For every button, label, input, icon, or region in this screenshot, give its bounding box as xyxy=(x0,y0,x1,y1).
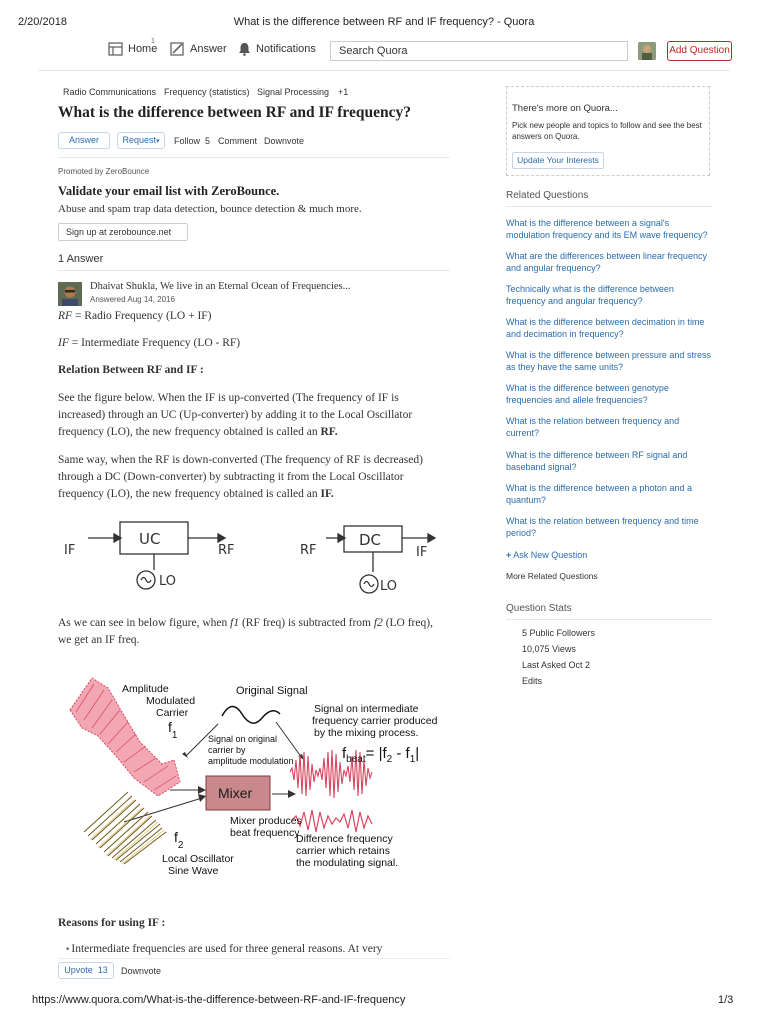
related-heading: Related Questions xyxy=(506,190,589,201)
lo-line2: Sine Wave xyxy=(168,865,219,877)
answer-date: Answered Aug 14, 2016 xyxy=(90,295,175,304)
plus-icon: + xyxy=(506,550,512,560)
mixer-label: Mixer xyxy=(218,785,253,801)
if-term: IF xyxy=(58,337,69,349)
related-question-6[interactable]: What is the difference between genotype frequencies and allele frequencies? xyxy=(506,383,669,405)
para3-c: (LO freq), we get an IF freq. xyxy=(58,617,433,646)
diff-line1: Difference frequency xyxy=(296,833,393,845)
reasons-heading: Reasons for using IF : xyxy=(58,917,166,929)
comment-button[interactable]: Comment xyxy=(218,136,258,146)
home-badge: 1 xyxy=(151,38,155,45)
fbeat-subscript: beat xyxy=(346,754,366,765)
am-carrier-line3: Carrier xyxy=(156,707,189,719)
nav-notifications-label: Notifications xyxy=(256,43,316,55)
question-divider xyxy=(58,157,450,158)
if-carrier-line2: frequency carrier produced xyxy=(312,715,438,727)
para1-text: See the figure below. When the IF is up-converted (The frequency of IF is increased) through an UC (Up-converter) by adding it to the Local Oscillator frequency (LO), the new frequency obtained is called an xyxy=(58,392,413,438)
uc-lo-label: LO xyxy=(159,574,177,589)
search-input[interactable]: Search Quora xyxy=(330,41,628,61)
reasons-bullet-1: • Intermediate frequencies are used for three general reasons. At very xyxy=(66,943,383,955)
rf-term: RF xyxy=(58,310,73,322)
am-carrier-line2: Modulated xyxy=(146,695,196,707)
upvote-count: 13 xyxy=(97,965,108,975)
nav-answer-label: Answer xyxy=(190,43,227,55)
am-carrier-line1: Amplitude xyxy=(122,683,169,695)
f2-label xyxy=(174,829,184,851)
para3-b: (RF freq) is subtracted from xyxy=(239,617,374,629)
uc-if-in-label: IF xyxy=(64,543,76,558)
nav-home[interactable] xyxy=(108,38,158,56)
promo-title[interactable]: Validate your email list with ZeroBounce. xyxy=(58,184,280,198)
dc-lo-label: LO xyxy=(380,579,398,594)
uc-dc-diagram xyxy=(58,512,448,604)
answers-count: 1 Answer xyxy=(58,253,104,265)
f1-subscript: 1 xyxy=(171,730,178,741)
para3-f2: f2 xyxy=(373,617,383,629)
para1-bold: RF. xyxy=(320,426,338,438)
request-label: Request xyxy=(122,135,156,145)
request-button[interactable] xyxy=(117,132,165,149)
if-carrier-line1: Signal on intermediate xyxy=(314,703,419,715)
formula-minus: - f xyxy=(392,745,410,762)
related-divider xyxy=(506,206,712,207)
relation-heading: Relation Between RF and IF : xyxy=(58,364,204,376)
topic-more[interactable]: +1 xyxy=(338,87,349,97)
print-date: 2/20/2018 xyxy=(18,16,67,28)
answer-button[interactable]: Answer xyxy=(58,132,110,149)
mixer-produces-line2: beat frequency xyxy=(230,827,300,839)
related-question-5[interactable]: What is the difference between pressure and stress as they have the same units? xyxy=(506,350,711,372)
follow-label: Follow xyxy=(174,136,201,146)
formula-sub2: 2 xyxy=(386,754,393,765)
ask-new-question-link[interactable] xyxy=(506,550,587,562)
f2-symbol: f xyxy=(174,829,178,845)
answer-footer xyxy=(58,958,450,985)
original-signal-wave xyxy=(222,706,280,723)
topic-radio-communications[interactable]: Radio Communications xyxy=(63,87,157,97)
if-def: = Intermediate Frequency (LO - RF) xyxy=(68,337,241,349)
para3-a: As we can see in below figure, when xyxy=(58,617,231,629)
rf-def: = Radio Frequency (LO + IF) xyxy=(72,310,212,322)
related-question-4[interactable]: What is the difference between decimation in time and decimation in frequency? xyxy=(506,317,705,339)
uc-rf-out-label: RF xyxy=(218,543,235,558)
stat-followers[interactable]: 5 Public Followers xyxy=(522,628,596,638)
para2-text: Same way, when the RF is down-converted (The frequency of RF is decreased) through a DC (Down-converter) by subtracting it from the Local Oscillator frequency (LO), the new frequency obtained is called an xyxy=(58,454,423,500)
promo-label: Promoted by ZeroBounce xyxy=(58,167,150,176)
answer-para1 xyxy=(58,390,446,441)
bell-icon xyxy=(238,42,251,56)
if-definition xyxy=(58,335,240,352)
print-url: https://www.quora.com/What-is-the-difference-between-RF-and-IF-frequency xyxy=(32,994,406,1006)
related-question-3[interactable]: Technically what is the difference between frequency and angular frequency? xyxy=(506,284,674,306)
upvote-label: Upvote xyxy=(64,965,93,975)
diff-line3: the modulating signal. xyxy=(296,857,399,869)
follow-count: 5 xyxy=(205,136,211,146)
signal-on-carrier-line3: amplitude modulation xyxy=(208,756,294,766)
stat-last-asked: Last Asked Oct 2 xyxy=(522,660,591,670)
related-question-7[interactable]: What is the relation between frequency and current? xyxy=(506,416,680,438)
avatar[interactable] xyxy=(638,42,656,60)
follow-button[interactable] xyxy=(174,136,210,146)
print-title: What is the difference between RF and IF frequency? - Quora xyxy=(233,16,535,28)
lo-line1: Local Oscillator xyxy=(162,853,234,865)
question-downvote-button[interactable]: Downvote xyxy=(264,136,305,146)
mixer-diagram xyxy=(62,672,452,886)
author-name[interactable]: Dhaivat Shukla, We live in an Eternal Ocean of Frequencies... xyxy=(90,281,351,292)
f1-label xyxy=(168,719,178,741)
related-question-10[interactable]: What is the relation between frequency and time period? xyxy=(506,516,699,538)
answer-para2 xyxy=(58,452,446,503)
bullet1-text: Intermediate frequencies are used for three general reasons. At very xyxy=(71,943,383,955)
signal-on-carrier-line2: carrier by xyxy=(208,745,246,755)
rf-definition xyxy=(58,308,212,325)
dc-if-out-label: IF xyxy=(416,545,428,560)
promo-cta-button[interactable]: Sign up at zerobounce.net xyxy=(58,223,188,241)
upvote-button[interactable] xyxy=(58,962,114,979)
f2-subscript: 2 xyxy=(177,840,184,851)
formula-eq: = |f xyxy=(365,745,387,762)
formula-end: | xyxy=(415,745,420,762)
print-page: 1/3 xyxy=(718,994,734,1006)
mixer-produces-line1: Mixer produces xyxy=(230,815,302,827)
topic-signal-processing[interactable]: Signal Processing xyxy=(257,87,330,97)
related-question-2[interactable]: What are the differences between linear frequency and angular frequency? xyxy=(506,251,707,273)
ask-new-question-label: Ask New Question xyxy=(513,550,588,560)
para2-bold: IF. xyxy=(320,488,334,500)
f1-symbol: f xyxy=(168,719,172,735)
if-carrier-line3: by the mixing process. xyxy=(314,727,419,739)
related-question-8[interactable]: What is the difference between RF signal and baseband signal? xyxy=(506,450,688,472)
stat-views: 10,075 Views xyxy=(522,644,576,654)
para3-f1: f1 xyxy=(230,617,240,629)
answers-divider xyxy=(58,270,450,271)
stats-divider xyxy=(506,619,712,620)
author-avatar[interactable] xyxy=(58,282,82,306)
nav-home-label: Home xyxy=(128,43,158,55)
topic-frequency[interactable]: Frequency (statistics) xyxy=(164,87,250,97)
question-title: What is the difference between RF and IF frequency? xyxy=(58,104,412,121)
related-question-9[interactable]: What is the difference between a photon and a quantum? xyxy=(506,483,692,505)
fbeat-symbol: f xyxy=(342,745,347,762)
pencil-icon xyxy=(170,42,185,56)
answer-para3 xyxy=(58,615,446,649)
related-question-1[interactable]: What is the difference between a signal's modulation frequency and its EM wave frequency? xyxy=(506,218,708,240)
answer-downvote-button[interactable]: Downvote xyxy=(121,966,162,976)
dc-label: DC xyxy=(359,531,382,549)
promo-text: Abuse and spam trap data detection, bounce detection & much more. xyxy=(58,203,362,215)
nav-divider xyxy=(38,70,730,71)
fbeat-formula xyxy=(342,745,419,765)
diff-line2: carrier which retains xyxy=(296,845,390,857)
formula-sub1: 1 xyxy=(409,754,416,765)
update-interests-button[interactable]: Update Your Interests xyxy=(512,152,604,169)
interests-text: Pick new people and topics to follow and see the best answers on Quora. xyxy=(512,121,702,141)
dc-rf-in-label: RF xyxy=(300,543,317,558)
nav-notifications[interactable] xyxy=(238,42,316,56)
local-oscillator-wave xyxy=(84,792,166,864)
chevron-down-icon: ▾ xyxy=(156,138,160,145)
original-signal-label: Original Signal xyxy=(236,685,308,697)
more-related-link[interactable]: More Related Questions xyxy=(506,571,598,581)
add-question-button[interactable]: Add Question xyxy=(667,41,732,61)
uc-label: UC xyxy=(139,530,161,548)
stat-edits[interactable]: Edits xyxy=(522,676,543,686)
stats-heading: Question Stats xyxy=(506,603,572,614)
interests-title: There's more on Quora... xyxy=(512,103,618,114)
signal-on-carrier-line1: Signal on original xyxy=(208,734,278,744)
nav-answer[interactable] xyxy=(170,42,227,56)
